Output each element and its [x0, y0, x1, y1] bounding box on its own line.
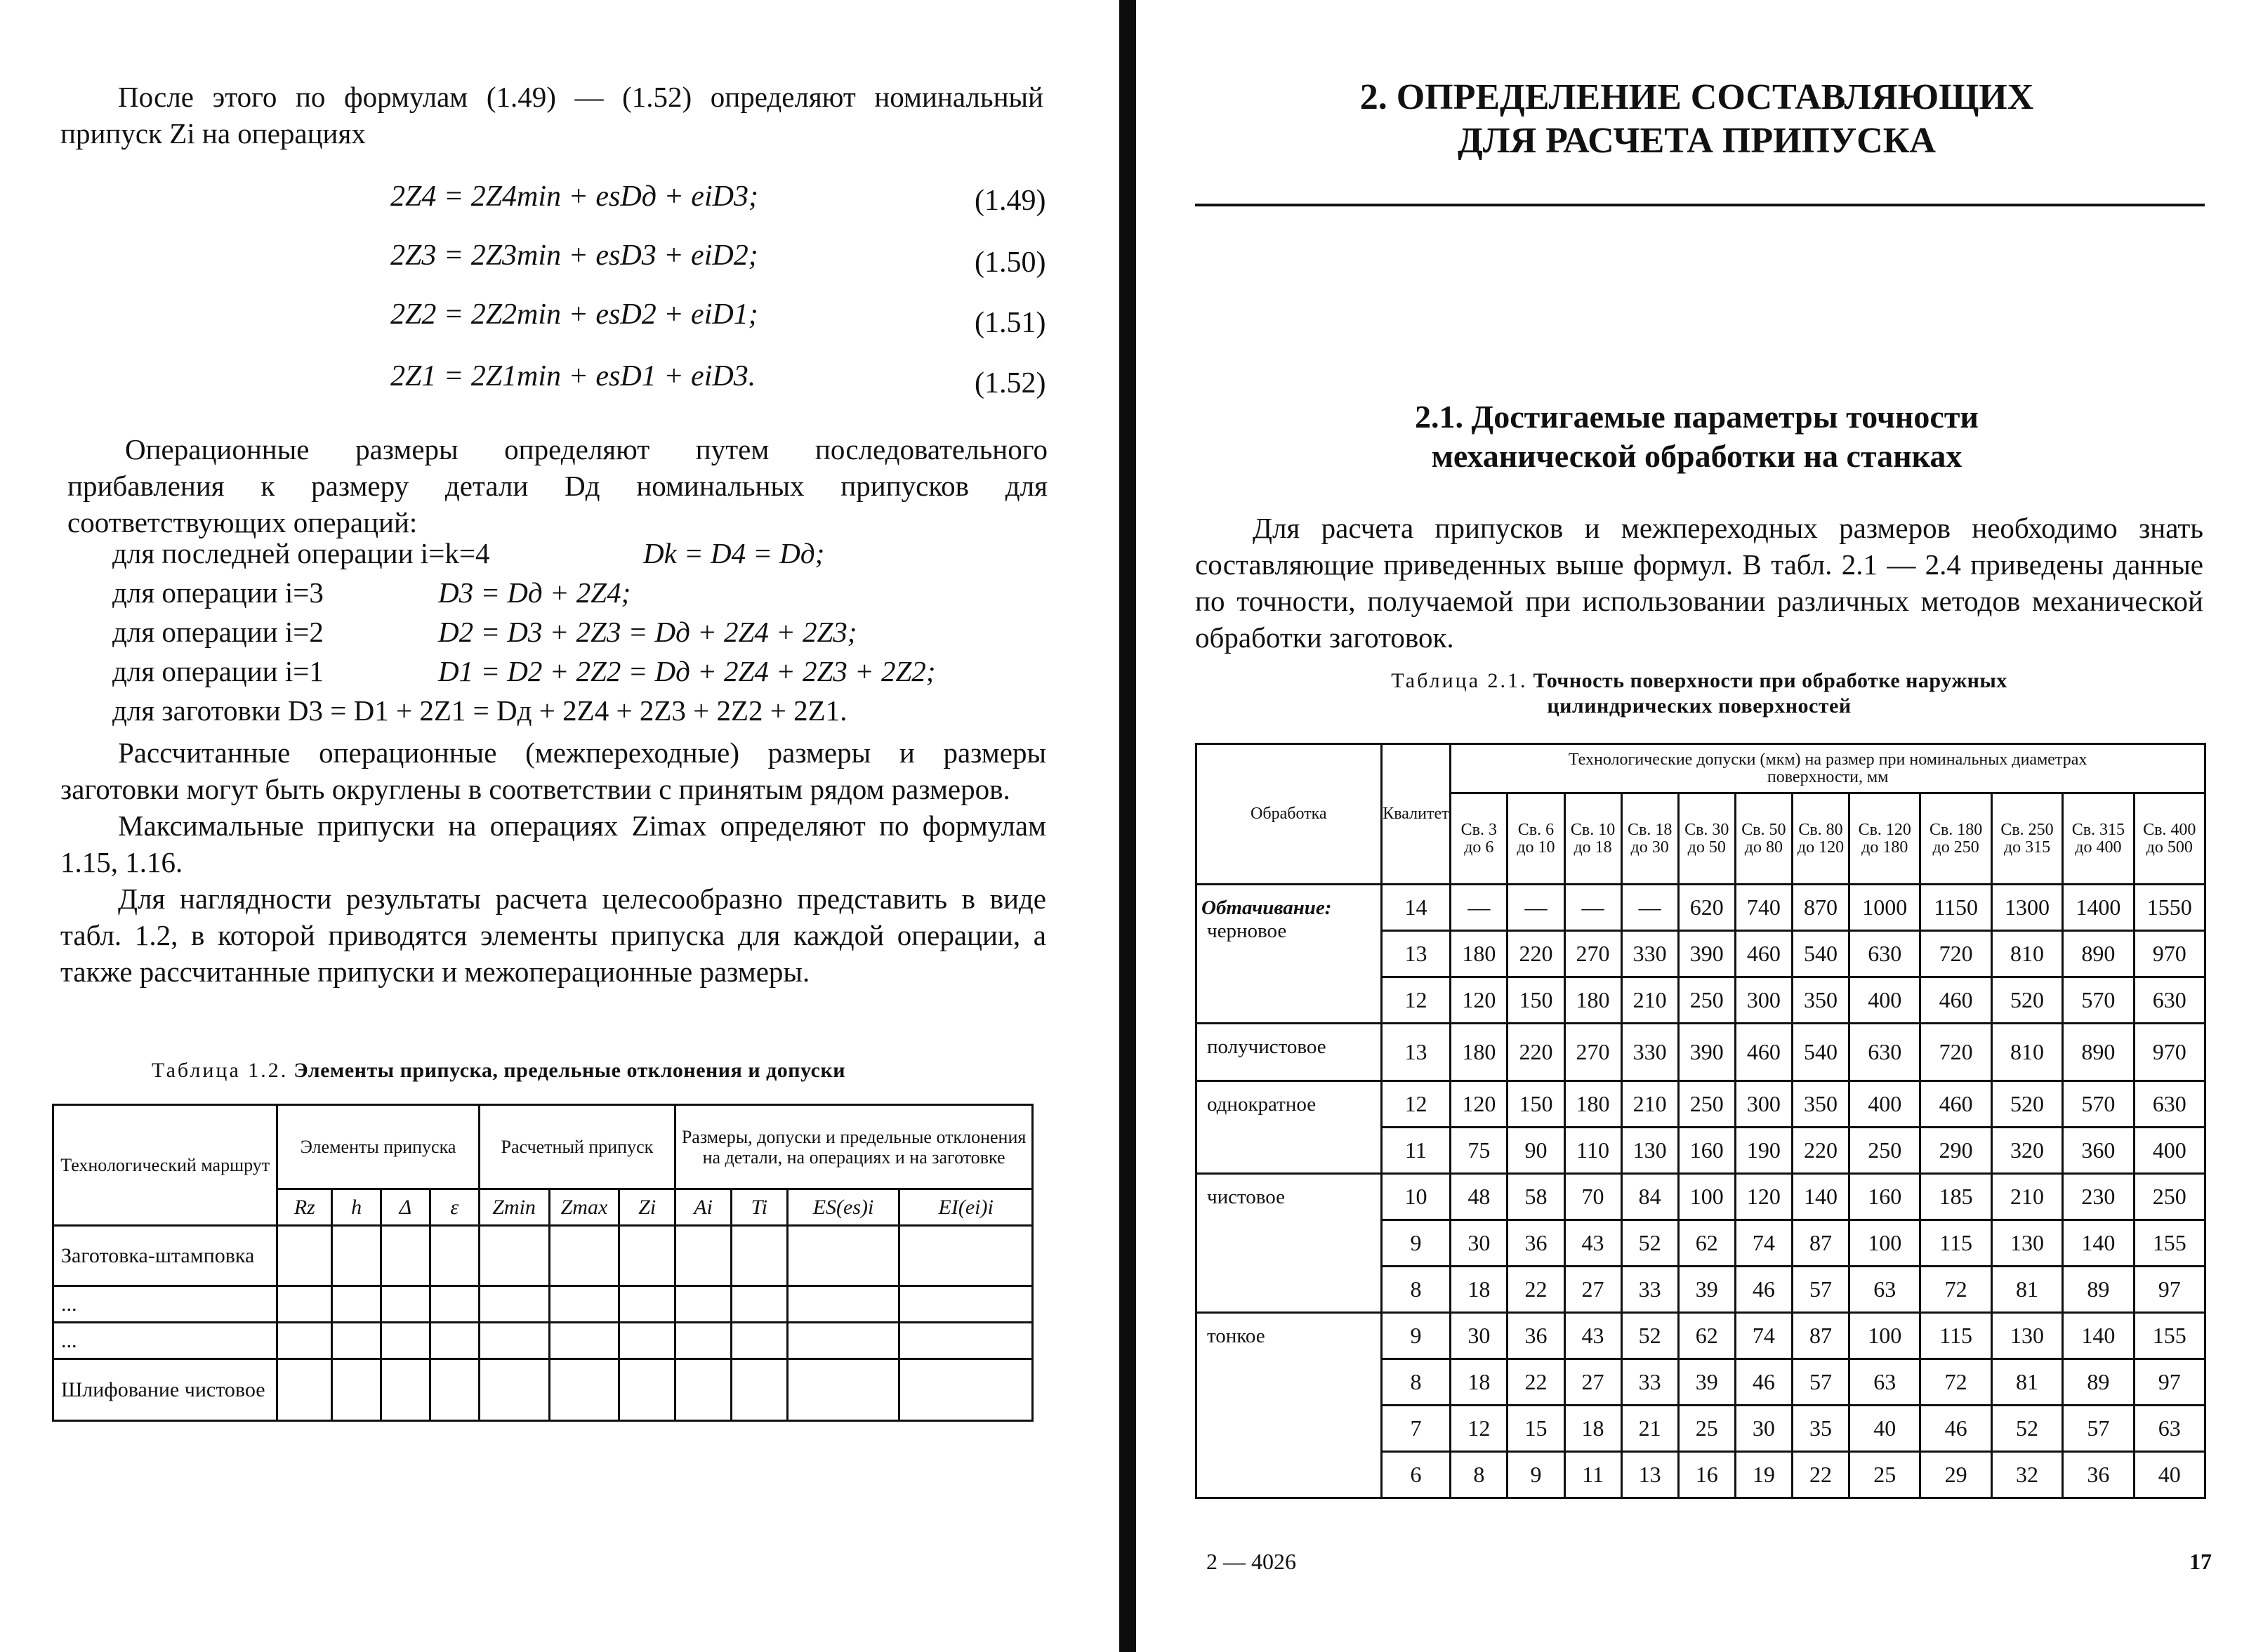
header-range: Св. 30 до 50	[1678, 793, 1735, 885]
header-range: Св. 120 до 180	[1849, 793, 1920, 885]
table-2-1	[1195, 743, 2206, 1499]
tolerance-cell: 300	[1735, 977, 1792, 1024]
ops-label: для последней операции i=k=4	[112, 537, 490, 569]
route-cell: ...	[53, 1286, 277, 1323]
tolerance-cell: 63	[2134, 1406, 2205, 1452]
tolerance-cell: 210	[1621, 1081, 1678, 1128]
tolerance-cell: 39	[1678, 1267, 1735, 1313]
tolerance-cell: 32	[1991, 1452, 2062, 1498]
tolerance-cell: 620	[1678, 885, 1735, 931]
tolerance-cell: 15	[1508, 1406, 1564, 1452]
tolerance-cell: 70	[1564, 1174, 1621, 1220]
process-group-label: Обтачивание:	[1201, 897, 1332, 919]
tolerance-cell: 520	[1991, 1081, 2062, 1128]
paragraph-table-ref: Для наглядности результаты расчета целесообразно представить в виде табл. 1.2, в которой приводятся элементы припуска для каждой операции, а также рассчитанные припуски и межоперационные размеры.	[60, 883, 1046, 988]
quality-cell: 14	[1381, 885, 1451, 931]
chapter-title: 2. ОПРЕДЕЛЕНИЕ СОСТАВЛЯЮЩИХ ДЛЯ РАСЧЕТА ПРИПУСКА	[1359, 77, 2034, 161]
tolerance-cell: 9	[1508, 1452, 1564, 1498]
tolerance-cell: 180	[1451, 1024, 1508, 1081]
route-cell: Заготовка-штамповка	[53, 1226, 277, 1286]
table-row	[1196, 1174, 2205, 1220]
tolerance-cell: 84	[1621, 1174, 1678, 1220]
tolerance-cell: 250	[2134, 1174, 2205, 1220]
tolerance-cell: 57	[1792, 1267, 1849, 1313]
page-number: 17	[2189, 1549, 2212, 1574]
tolerance-cell: 570	[2063, 977, 2134, 1024]
tolerance-cell: 180	[1451, 931, 1508, 977]
tolerance-cell: 270	[1564, 1024, 1621, 1081]
tolerance-cell: 120	[1451, 1081, 1508, 1128]
tolerance-cell: 570	[2063, 1081, 2134, 1128]
tolerance-cell: 120	[1451, 977, 1508, 1024]
process-cell	[1196, 885, 1382, 1024]
tolerance-cell: 22	[1792, 1452, 1849, 1498]
ops-label: для заготовки D3 = D1 + 2Z1 = Dд + 2Z4 + 2Z3 + 2Z2 + 2Z1.	[112, 694, 847, 727]
tolerance-cell: 25	[1678, 1406, 1735, 1452]
tolerance-cell: 62	[1678, 1313, 1735, 1359]
tolerance-cell: 87	[1792, 1313, 1849, 1359]
tolerance-cell: 81	[1991, 1267, 2062, 1313]
tolerance-cell: 52	[1621, 1313, 1678, 1359]
ops-row	[112, 691, 1046, 730]
tolerance-cell: 90	[1508, 1128, 1564, 1174]
book-spine	[1119, 0, 1136, 1652]
tolerance-cell: 970	[2134, 1024, 2205, 1081]
tolerance-cell: 36	[1508, 1220, 1564, 1267]
tolerance-cell: 58	[1508, 1174, 1564, 1220]
process-cell	[1196, 1081, 1382, 1174]
tolerance-cell: 110	[1564, 1128, 1621, 1174]
tolerance-cell: 1300	[1991, 885, 2062, 931]
ops-row	[112, 534, 1046, 573]
table-row	[1196, 1081, 2205, 1128]
tolerance-cell: 630	[1849, 931, 1920, 977]
quality-cell: 11	[1381, 1128, 1451, 1174]
table-row	[1196, 885, 2205, 931]
formula-number: (1.52)	[975, 367, 1046, 399]
tolerance-cell: 400	[1849, 1081, 1920, 1128]
tolerance-cell: 250	[1849, 1128, 1920, 1174]
tolerance-cell: 1400	[2063, 885, 2134, 931]
tolerance-cell: 630	[2134, 1081, 2205, 1128]
formula-number: (1.51)	[975, 307, 1046, 339]
tolerance-cell: 970	[2134, 931, 2205, 977]
tolerance-cell: 29	[1920, 1452, 1991, 1498]
tolerance-cell: 52	[1991, 1406, 2062, 1452]
tolerance-cell: 1000	[1849, 885, 1920, 931]
ops-label: для операции i=3	[112, 576, 324, 609]
formula-number: (1.49)	[975, 185, 1046, 217]
formula-1-50: 2Z3 = 2Z3min + esD3 + eiD2;	[390, 239, 758, 272]
ops-row	[112, 573, 1046, 612]
header-ei: EI(ei)i	[899, 1189, 1033, 1226]
tolerance-cell: 630	[1849, 1024, 1920, 1081]
header-processing: Обработка	[1196, 744, 1382, 885]
ops-text: Операционные размеры определяют путем последовательного прибавления к размеру детали Dд номинальных припусков для соответствующих операций:	[67, 433, 1048, 538]
tolerance-cell: 185	[1920, 1174, 1991, 1220]
table-row	[53, 1286, 1033, 1323]
tolerance-cell: 390	[1678, 931, 1735, 977]
tolerance-cell: 180	[1564, 1081, 1621, 1128]
header-range: Св. 180 до 250	[1920, 793, 1991, 885]
tolerance-cell: —	[1621, 885, 1678, 931]
tolerance-cell: 460	[1920, 1081, 1991, 1128]
tolerance-cell: 35	[1792, 1406, 1849, 1452]
tolerance-cell: 120	[1735, 1174, 1792, 1220]
tolerance-cell: 100	[1849, 1313, 1920, 1359]
after-paragraphs	[60, 734, 1046, 990]
tolerance-cell: 130	[1621, 1128, 1678, 1174]
ops-row	[112, 612, 1046, 652]
header-zmax: Zmax	[549, 1189, 619, 1226]
formula-1-49: 2Z4 = 2Z4min + esDд + eiD3;	[390, 180, 758, 213]
tolerance-cell: 72	[1920, 1267, 1991, 1313]
tolerance-cell: 155	[2134, 1313, 2205, 1359]
tolerance-cell: 72	[1920, 1359, 1991, 1406]
tolerance-cell: 400	[2134, 1128, 2205, 1174]
tolerance-cell: 140	[2063, 1220, 2134, 1267]
header-zi: Zi	[619, 1189, 675, 1226]
tolerance-cell: 160	[1678, 1128, 1735, 1174]
tolerance-cell: 46	[1735, 1359, 1792, 1406]
header-range: Св. 315 до 400	[2063, 793, 2134, 885]
tolerance-cell: 320	[1991, 1128, 2062, 1174]
process-cell	[1196, 1313, 1382, 1498]
quality-cell: 13	[1381, 931, 1451, 977]
tolerance-cell: 190	[1735, 1128, 1792, 1174]
tolerance-cell: 21	[1621, 1406, 1678, 1452]
table-1-2-caption-title: Элементы припуска, предельные отклонения и допуски	[293, 1059, 846, 1082]
tolerance-cell: 230	[2063, 1174, 2134, 1220]
process-cell	[1196, 1174, 1382, 1313]
tolerance-cell: 330	[1621, 1024, 1678, 1081]
tolerance-cell: 74	[1735, 1313, 1792, 1359]
tolerance-cell: 43	[1564, 1313, 1621, 1359]
tolerance-cell: —	[1451, 885, 1508, 931]
tolerance-cell: 30	[1735, 1406, 1792, 1452]
header-quality: Квалитет	[1381, 744, 1451, 885]
tolerance-cell: 350	[1792, 977, 1849, 1024]
tolerance-cell: 46	[1735, 1267, 1792, 1313]
tolerance-cell: 890	[2063, 1024, 2134, 1081]
section-paragraph	[1195, 510, 2203, 656]
header-h: h	[332, 1189, 381, 1226]
tolerance-cell: 180	[1564, 977, 1621, 1024]
header-sizes: Размеры, допуски и предельные отклонения на детали, на операциях и на заготовке	[675, 1105, 1033, 1189]
tolerance-cell: 36	[1508, 1313, 1564, 1359]
tolerance-cell: 18	[1451, 1267, 1508, 1313]
ops-equation: Dk = D4 = Dд;	[643, 537, 825, 569]
tolerance-cell: 400	[1849, 977, 1920, 1024]
tolerance-cell: 33	[1621, 1359, 1678, 1406]
tolerance-cell: 1150	[1920, 885, 1991, 931]
tolerance-cell: 460	[1735, 931, 1792, 977]
right-page	[1137, 0, 2256, 1652]
header-range: Св. 10 до 18	[1564, 793, 1621, 885]
quality-cell: 9	[1381, 1313, 1451, 1359]
tolerance-cell: 11	[1564, 1452, 1621, 1498]
header-ti: Ti	[731, 1189, 787, 1226]
paragraph-max-allowance: Максимальные припуски на операциях Zimax определяют по формулам 1.15, 1.16.	[60, 810, 1046, 878]
ops-equation: D1 = D2 + 2Z2 = Dд + 2Z4 + 2Z3 + 2Z2;	[438, 655, 936, 687]
header-calc: Расчетный припуск	[479, 1105, 675, 1189]
header-es: ES(es)i	[787, 1189, 899, 1226]
tolerance-cell: 62	[1678, 1220, 1735, 1267]
tolerance-cell: 22	[1508, 1267, 1564, 1313]
tolerance-cell: 52	[1621, 1220, 1678, 1267]
header-range: Св. 50 до 80	[1735, 793, 1792, 885]
quality-cell: 7	[1381, 1406, 1451, 1452]
tolerance-cell: 22	[1508, 1359, 1564, 1406]
process-cell	[1196, 1024, 1382, 1081]
tolerance-cell: 720	[1920, 1024, 1991, 1081]
tolerance-cell: 19	[1735, 1452, 1792, 1498]
table-2-1-caption	[1334, 668, 2064, 719]
quality-cell: 10	[1381, 1174, 1451, 1220]
tolerance-cell: —	[1564, 885, 1621, 931]
process-name: чистовое	[1207, 1186, 1285, 1208]
tolerance-cell: 12	[1451, 1406, 1508, 1452]
tolerance-cell: 160	[1849, 1174, 1920, 1220]
header-tolerance: Технологические допуски (мкм) на размер при номинальных диаметрах поверхности, мм	[1451, 744, 2205, 793]
tolerance-cell: 100	[1678, 1174, 1735, 1220]
tolerance-cell: 18	[1451, 1359, 1508, 1406]
process-name: черновое	[1207, 920, 1287, 942]
tolerance-cell: 520	[1991, 977, 2062, 1024]
tolerance-cell: 46	[1920, 1406, 1991, 1452]
tolerance-cell: 40	[1849, 1406, 1920, 1452]
header-delta: Δ	[381, 1189, 430, 1226]
process-name: тонкое	[1207, 1325, 1265, 1347]
section-title: 2.1. Достигаемые параметры точности механической обработки на станках	[1415, 399, 1979, 474]
tolerance-cell: 150	[1508, 1081, 1564, 1128]
ops-label: для операции i=1	[112, 655, 324, 687]
quality-cell: 6	[1381, 1452, 1451, 1498]
table-row	[53, 1359, 1033, 1421]
tolerance-cell: 75	[1451, 1128, 1508, 1174]
tolerance-cell: 27	[1564, 1359, 1621, 1406]
tolerance-cell: 81	[1991, 1359, 2062, 1406]
tolerance-cell: —	[1508, 885, 1564, 931]
tolerance-cell: 460	[1920, 977, 1991, 1024]
tolerance-cell: 36	[2063, 1452, 2134, 1498]
tolerance-cell: 330	[1621, 931, 1678, 977]
tolerance-cell: 250	[1678, 977, 1735, 1024]
tolerance-cell: 220	[1508, 1024, 1564, 1081]
header-range: Св. 3 до 6	[1451, 793, 1508, 885]
header-rz: Rz	[277, 1189, 332, 1226]
tolerance-cell: 220	[1792, 1128, 1849, 1174]
process-name: получистовое	[1207, 1036, 1326, 1058]
tolerance-cell: 30	[1451, 1220, 1508, 1267]
tolerance-cell: 810	[1991, 1024, 2062, 1081]
tolerance-cell: 39	[1678, 1359, 1735, 1406]
tolerance-cell: 48	[1451, 1174, 1508, 1220]
tolerance-cell: 8	[1451, 1452, 1508, 1498]
intro-text: После этого по формулам (1.49) — (1.52) определяют номинальный припуск Zi на операциях	[60, 81, 1043, 150]
tolerance-cell: 290	[1920, 1128, 1991, 1174]
tolerance-cell: 63	[1849, 1359, 1920, 1406]
ops-row	[112, 652, 1046, 691]
quality-cell: 13	[1381, 1024, 1451, 1081]
header-range: Св. 400 до 500	[2134, 793, 2205, 885]
tolerance-cell: 57	[2063, 1406, 2134, 1452]
header-epsilon: ε	[430, 1189, 479, 1226]
quality-cell: 12	[1381, 1081, 1451, 1128]
tolerance-cell: 300	[1735, 1081, 1792, 1128]
ops-equation: D2 = D3 + 2Z3 = Dд + 2Z4 + 2Z3;	[438, 616, 857, 648]
tolerance-cell: 43	[1564, 1220, 1621, 1267]
tolerance-cell: 27	[1564, 1267, 1621, 1313]
section-text: Для расчета припусков и межпереходных размеров необходимо знать составляющие приведенных выше формул. В табл. 2.1 — 2.4 приведены данные по точности, получаемой при использовании различных методов механической обработки заготовок.	[1195, 512, 2203, 654]
formula-1-51: 2Z2 = 2Z2min + esD2 + eiD1;	[390, 298, 758, 331]
table-row	[1196, 1313, 2205, 1359]
tolerance-cell: 890	[2063, 931, 2134, 977]
ops-label: для операции i=2	[112, 616, 324, 648]
tolerance-cell: 140	[1792, 1174, 1849, 1220]
route-cell: ...	[53, 1323, 277, 1359]
tolerance-cell: 25	[1849, 1452, 1920, 1498]
formula-number: (1.50)	[975, 246, 1046, 279]
table-1-2	[52, 1104, 1034, 1422]
footer-code: 2 — 4026	[1206, 1549, 1296, 1574]
tolerance-cell: 100	[1849, 1220, 1920, 1267]
header-zmin: Zmin	[479, 1189, 549, 1226]
table-row	[1196, 1024, 2205, 1081]
tolerance-cell: 97	[2134, 1267, 2205, 1313]
tolerance-cell: 63	[1849, 1267, 1920, 1313]
header-ai: Ai	[675, 1189, 732, 1226]
tolerance-cell: 18	[1564, 1406, 1621, 1452]
left-page	[0, 0, 1120, 1652]
header-elements: Элементы припуска	[277, 1105, 479, 1189]
tolerance-cell: 33	[1621, 1267, 1678, 1313]
tolerance-cell: 30	[1451, 1313, 1508, 1359]
ops-paragraph	[67, 431, 1048, 541]
tolerance-cell: 210	[1621, 977, 1678, 1024]
ops-equation: D3 = Dд + 2Z4;	[438, 576, 631, 609]
quality-cell: 8	[1381, 1267, 1451, 1313]
table-2-1-caption-num: Таблица 2.1.	[1391, 669, 1528, 692]
tolerance-cell: 720	[1920, 931, 1991, 977]
tolerance-cell: 16	[1678, 1452, 1735, 1498]
route-cell: Шлифование чистовое	[53, 1359, 277, 1421]
tolerance-cell: 150	[1508, 977, 1564, 1024]
tolerance-cell: 810	[1991, 931, 2062, 977]
table-1-2-caption	[152, 1059, 845, 1083]
quality-cell: 9	[1381, 1220, 1451, 1267]
header-range: Св. 80 до 120	[1792, 793, 1849, 885]
tolerance-cell: 270	[1564, 931, 1621, 977]
tolerance-cell: 57	[1792, 1359, 1849, 1406]
paragraph-rounding: Рассчитанные операционные (межпереходные) размеры и размеры заготовки могут быть округлены в соответствии с принятым рядом размеров.	[60, 736, 1046, 805]
tolerance-cell: 140	[2063, 1313, 2134, 1359]
tolerance-cell: 540	[1792, 931, 1849, 977]
tolerance-cell: 155	[2134, 1220, 2205, 1267]
tolerance-cell: 1550	[2134, 885, 2205, 931]
tolerance-cell: 74	[1735, 1220, 1792, 1267]
tolerance-cell: 210	[1991, 1174, 2062, 1220]
header-route: Технологический маршрут	[53, 1105, 277, 1226]
tolerance-cell: 630	[2134, 977, 2205, 1024]
table-1-2-caption-num: Таблица 1.2.	[152, 1059, 289, 1082]
formula-1-52: 2Z1 = 2Z1min + esD1 + eiD3.	[390, 360, 756, 392]
quality-cell: 12	[1381, 977, 1451, 1024]
process-name: однократное	[1207, 1093, 1317, 1116]
table-row	[53, 1323, 1033, 1359]
header-range: Св. 6 до 10	[1508, 793, 1564, 885]
tolerance-cell: 740	[1735, 885, 1792, 931]
tolerance-cell: 130	[1991, 1313, 2062, 1359]
tolerance-cell: 390	[1678, 1024, 1735, 1081]
tolerance-cell: 87	[1792, 1220, 1849, 1267]
tolerance-cell: 360	[2063, 1128, 2134, 1174]
tolerance-cell: 40	[2134, 1452, 2205, 1498]
quality-cell: 8	[1381, 1359, 1451, 1406]
header-range: Св. 18 до 30	[1621, 793, 1678, 885]
tolerance-cell: 540	[1792, 1024, 1849, 1081]
intro-paragraph	[60, 79, 1043, 152]
tolerance-cell: 97	[2134, 1359, 2205, 1406]
ops-list	[112, 534, 1046, 730]
tolerance-cell: 220	[1508, 931, 1564, 977]
tolerance-cell: 13	[1621, 1452, 1678, 1498]
table-row	[53, 1226, 1033, 1286]
tolerance-cell: 89	[2063, 1267, 2134, 1313]
tolerance-cell: 115	[1920, 1220, 1991, 1267]
chapter-rule	[1195, 204, 2205, 206]
tolerance-cell: 350	[1792, 1081, 1849, 1128]
tolerance-cell: 250	[1678, 1081, 1735, 1128]
tolerance-cell: 115	[1920, 1313, 1991, 1359]
tolerance-cell: 870	[1792, 885, 1849, 931]
tolerance-cell: 130	[1991, 1220, 2062, 1267]
tolerance-cell: 460	[1735, 1024, 1792, 1081]
table-2-1-caption-title: Точность поверхности при обработке наружных цилиндрических поверхностей	[1533, 669, 2007, 718]
tolerance-cell: 89	[2063, 1359, 2134, 1406]
header-range: Св. 250 до 315	[1991, 793, 2062, 885]
